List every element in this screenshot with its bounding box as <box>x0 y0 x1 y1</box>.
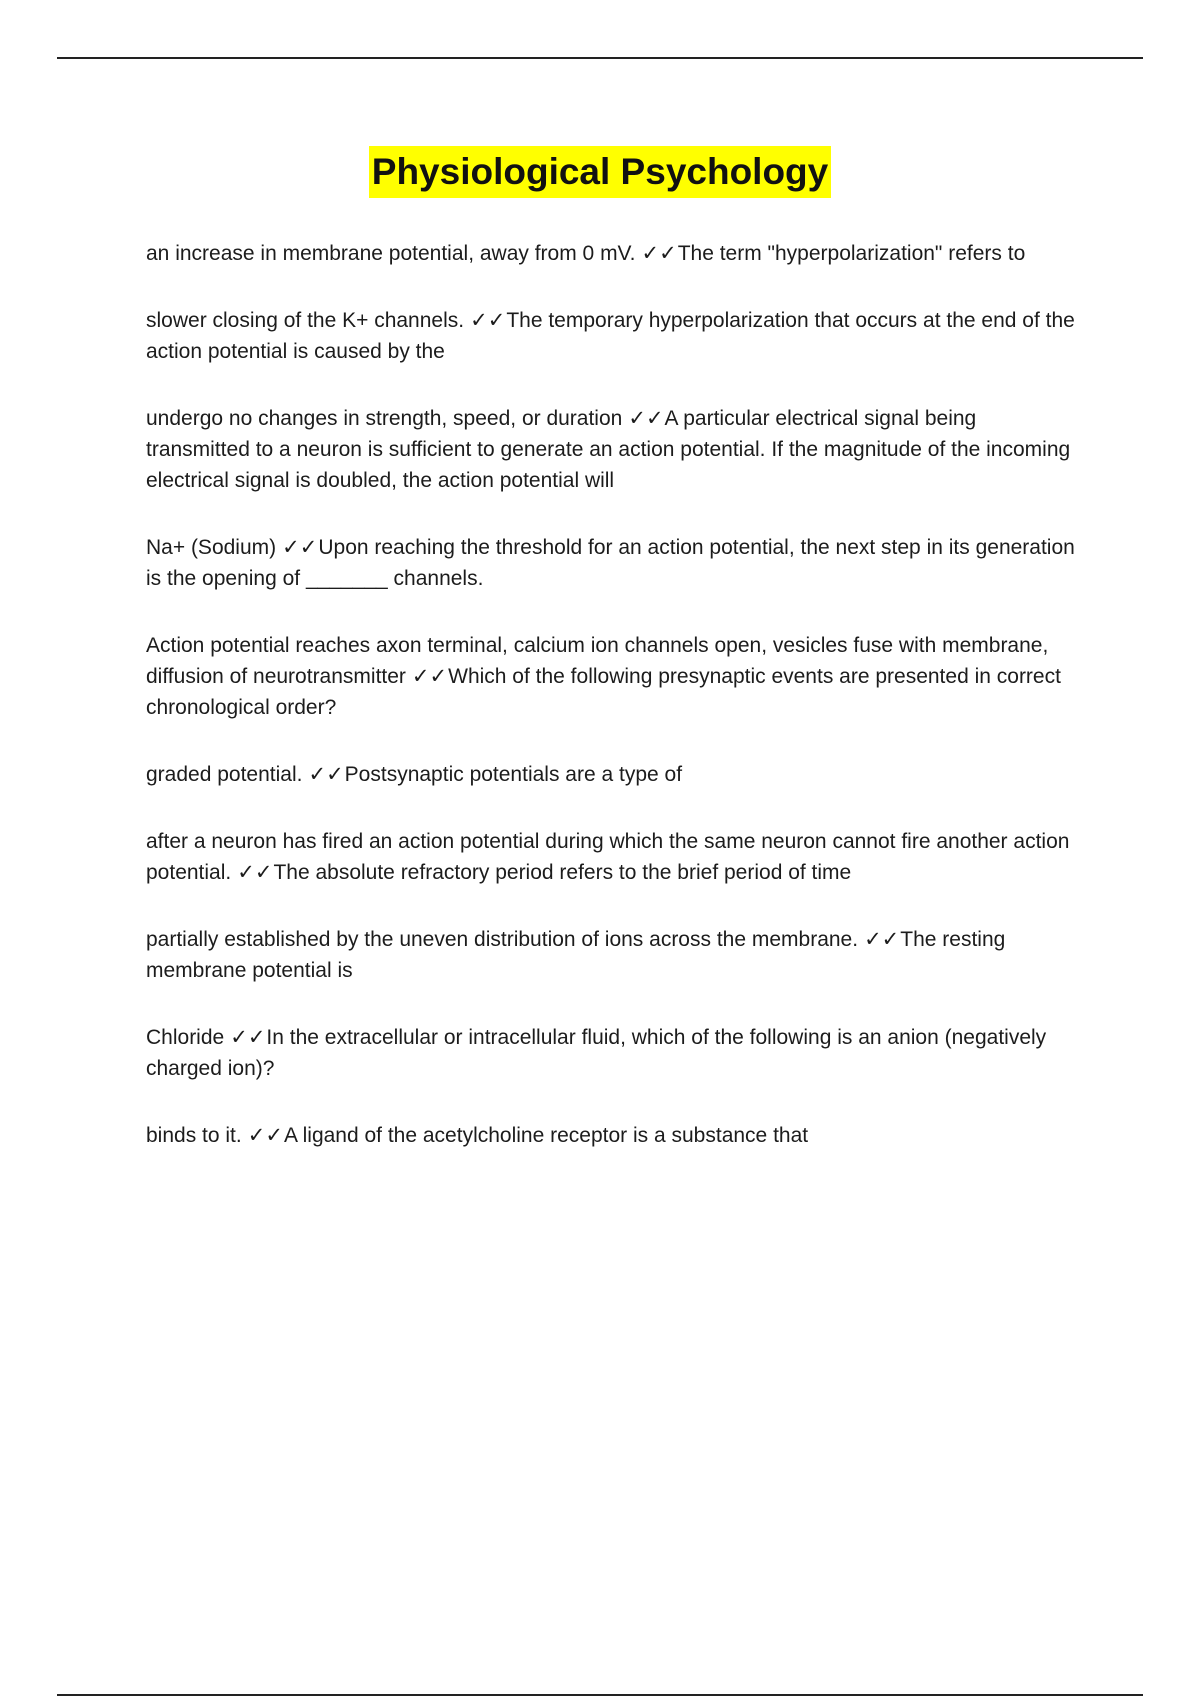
qa-list <box>146 238 1081 1151</box>
qa-item <box>146 403 1081 496</box>
double-check-icon: ✓✓ <box>411 665 448 688</box>
qa-item <box>146 924 1081 986</box>
qa-question: Postsynaptic potentials are a type of <box>344 763 683 786</box>
double-check-icon: ✓✓ <box>247 1124 283 1147</box>
double-check-icon: ✓✓ <box>470 309 506 332</box>
qa-answer: graded potential. <box>146 763 303 786</box>
title-area <box>0 146 1200 198</box>
qa-item <box>146 1120 1081 1151</box>
qa-question: A ligand of the acetylcholine receptor is a substance that <box>283 1124 809 1147</box>
double-check-icon: ✓✓ <box>308 763 344 786</box>
qa-item <box>146 238 1081 269</box>
qa-answer: binds to it. <box>146 1124 242 1147</box>
page-title: Physiological Psychology <box>369 146 831 198</box>
qa-question: The temporary hyperpolarization that occurs at the end of the action potential is caused by the <box>146 309 1075 363</box>
qa-answer: after a neuron has fired an action potential during which the same neuron cannot fire another action potential. <box>146 830 1070 884</box>
qa-item <box>146 1022 1081 1084</box>
double-check-icon: ✓✓ <box>628 407 664 430</box>
double-check-icon: ✓✓ <box>282 536 318 559</box>
qa-question: The term "hyperpolarization" refers to <box>677 242 1026 265</box>
qa-item <box>146 826 1081 888</box>
qa-answer: undergo no changes in strength, speed, or duration <box>146 407 623 430</box>
qa-question: Upon reaching the threshold for an action potential, the next step in its generation is the opening of _______ channels. <box>146 536 1075 590</box>
qa-answer: Na+ (Sodium) <box>146 536 277 559</box>
double-check-icon: ✓✓ <box>237 861 273 884</box>
qa-answer: Chloride <box>146 1026 225 1049</box>
qa-item <box>146 305 1081 367</box>
qa-question: A particular electrical signal being transmitted to a neuron is sufficient to generate an action potential. If the magnitude of the incoming electrical signal is doubled, the action potential will <box>146 407 1071 492</box>
double-check-icon: ✓✓ <box>230 1026 266 1049</box>
top-rule <box>57 57 1143 59</box>
qa-question: In the extracellular or intracellular fluid, which of the following is an anion (negatively charged ion)? <box>146 1026 1047 1080</box>
qa-item <box>146 759 1081 790</box>
bottom-rule <box>57 1694 1143 1696</box>
qa-question: The absolute refractory period refers to the brief period of time <box>273 861 852 884</box>
qa-question: The resting membrane potential is <box>146 928 1006 982</box>
qa-answer: Action potential reaches axon terminal, calcium ion channels open, vesicles fuse with membrane, diffusion of neurotransmitter <box>146 634 1049 688</box>
qa-question: Which of the following presynaptic events are presented in correct chronological order? <box>146 665 1061 719</box>
qa-answer: partially established by the uneven distribution of ions across the membrane. <box>146 928 859 951</box>
double-check-icon: ✓✓ <box>641 242 677 265</box>
qa-answer: slower closing of the K+ channels. <box>146 309 465 332</box>
double-check-icon: ✓✓ <box>864 928 900 951</box>
qa-item <box>146 532 1081 594</box>
qa-answer: an increase in membrane potential, away from 0 mV. <box>146 242 636 265</box>
qa-item <box>146 630 1081 723</box>
